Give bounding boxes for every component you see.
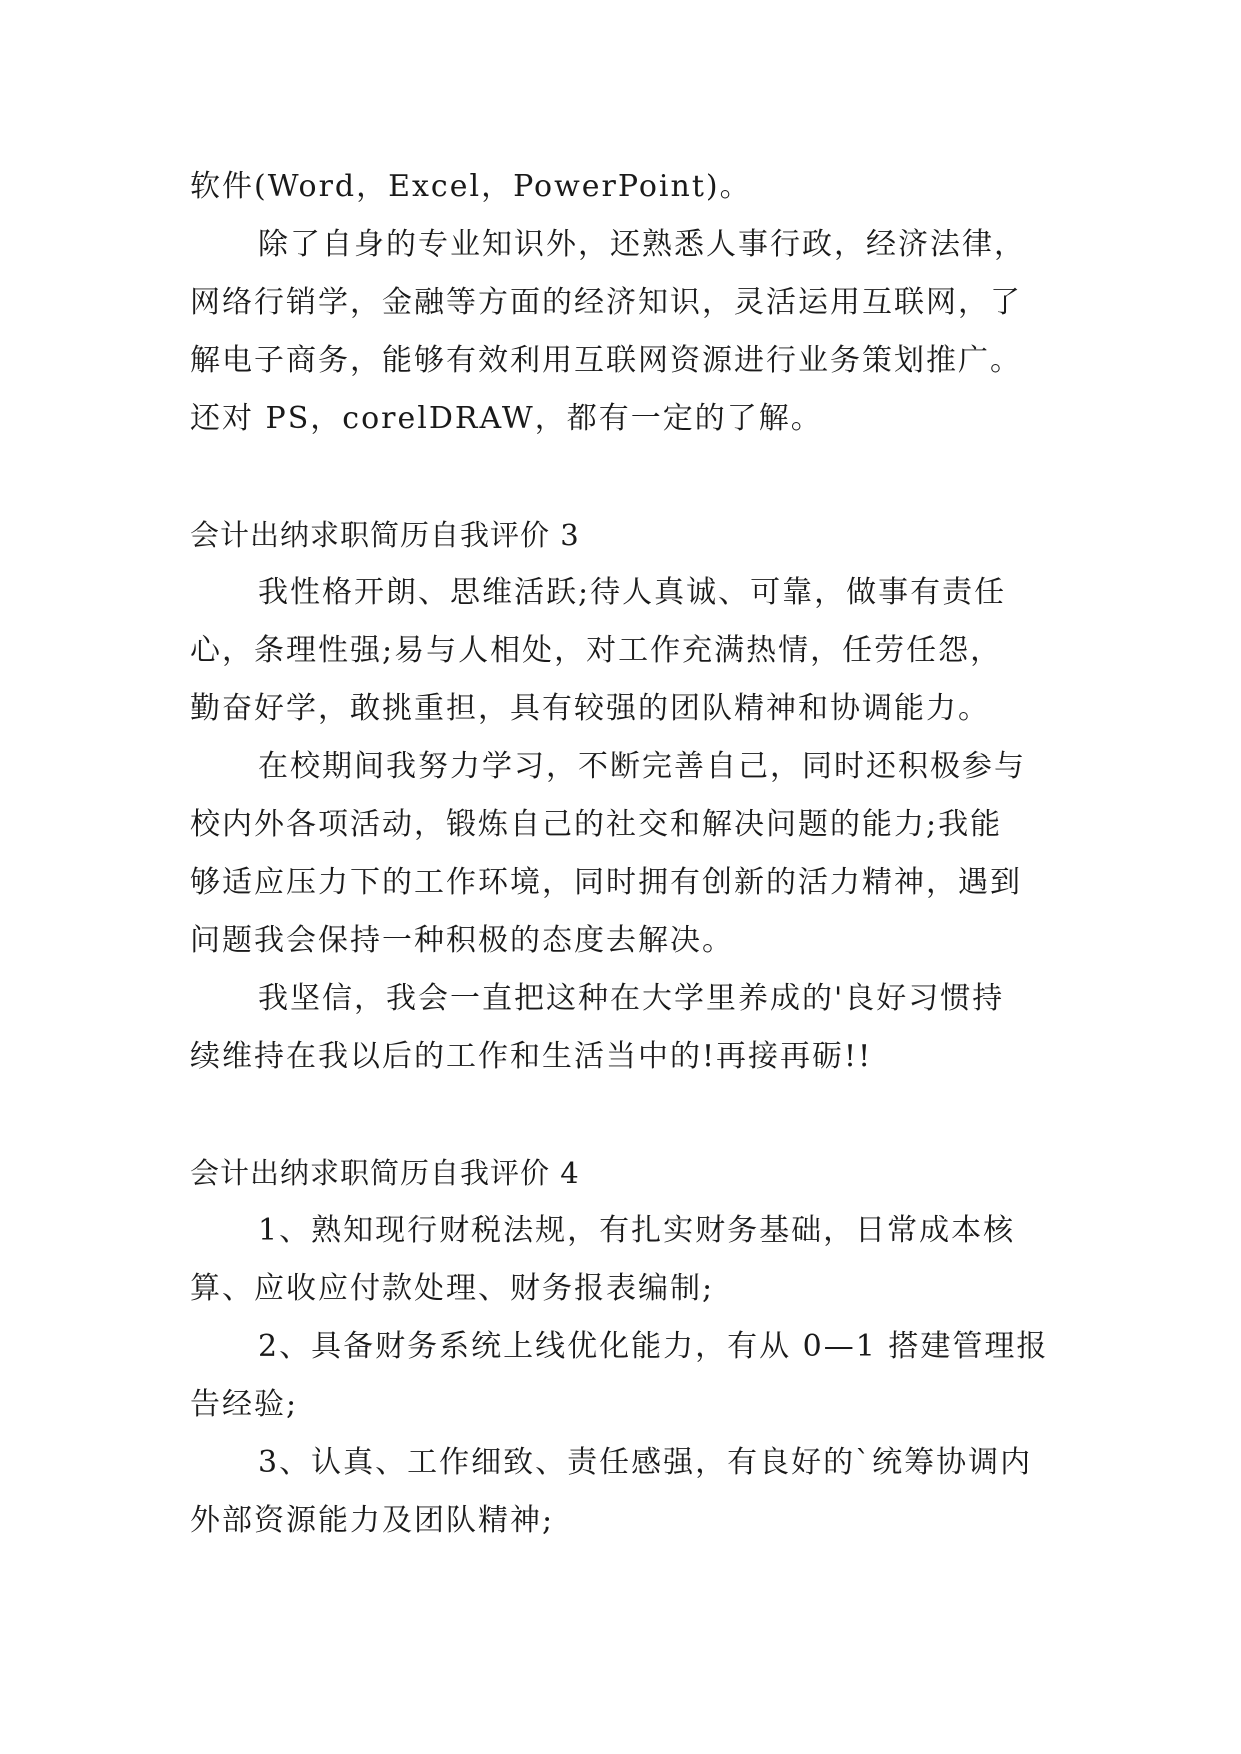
text-line: 除了自身的专业知识外，还熟悉人事行政，经济法律， <box>258 227 1026 262</box>
section-heading: 会计出纳求职简历自我评价 3 <box>190 518 580 552</box>
text-line: 我性格开朗、思维活跃;待人真诚、可靠，做事有责任 <box>258 575 1007 610</box>
text-line: 续维持在我以后的工作和生活当中的!再接再砺!! <box>190 1039 873 1074</box>
text-line: 校内外各项活动，锻炼自己的社交和解决问题的能力;我能 <box>190 807 1003 842</box>
text-line: 网络行销学，金融等方面的经济知识，灵活运用互联网，了 <box>190 285 1022 320</box>
text-line: 2、具备财务系统上线优化能力，有从 0—1 搭建管理报 <box>258 1329 1049 1364</box>
text-line: 在校期间我努力学习，不断完善自己，同时还积极参与 <box>258 749 1026 784</box>
text-line: 3、认真、工作细致、责任感强，有良好的`统筹协调内 <box>258 1445 1033 1480</box>
section-heading: 会计出纳求职简历自我评价 4 <box>190 1156 580 1190</box>
text-line: 外部资源能力及团队精神; <box>190 1503 555 1538</box>
paragraph-gap <box>190 1086 1070 1144</box>
text-line: 告经验; <box>190 1387 299 1422</box>
text-line: 勤奋好学，敢挑重担，具有较强的团队精神和协调能力。 <box>190 691 990 726</box>
document-page <box>190 158 1070 1550</box>
paragraph-gap <box>190 448 1070 506</box>
text-line: 软件(Word，Excel，PowerPoint)。 <box>190 169 752 204</box>
text-line: 心，条理性强;易与人相处，对工作充满热情，任劳任怨， <box>190 633 1003 668</box>
text-line: 算、应收应付款处理、财务报表编制; <box>190 1271 715 1306</box>
text-line: 问题我会保持一种积极的态度去解决。 <box>190 923 734 958</box>
text-line: 1、熟知现行财税法规，有扎实财务基础，日常成本核 <box>258 1213 1016 1248</box>
text-line: 还对 PS，corelDRAW，都有一定的了解。 <box>190 401 823 436</box>
text-line: 解电子商务，能够有效利用互联网资源进行业务策划推广。 <box>190 343 1022 378</box>
text-line: 我坚信，我会一直把这种在大学里养成的'良好习惯持 <box>258 981 1005 1016</box>
text-line: 够适应压力下的工作环境，同时拥有创新的活力精神，遇到 <box>190 865 1022 900</box>
